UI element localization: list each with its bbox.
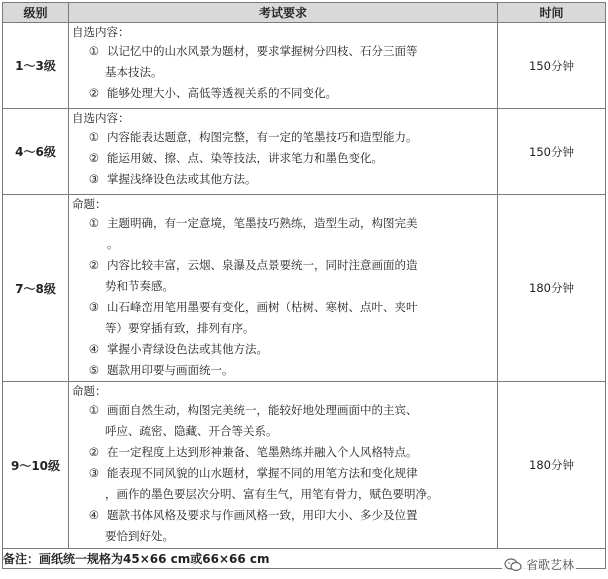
item-text: 内容比较丰富，云烟、泉瀑及点景要统一，同时注意画面的造	[107, 258, 418, 272]
list-item	[69, 255, 497, 276]
requirements-cell	[69, 382, 498, 549]
item-text: 画面自然生动，构图完美统一，能较好地处理画面中的主宾、	[107, 403, 418, 417]
item-text: 山石峰峦用笔用墨要有变化，画树（枯树、寒树、点叶、夹叶	[107, 300, 418, 314]
item-text: 以记忆中的山水风景为题材，要求掌握树分四枝、石分三面等	[107, 44, 418, 58]
list-item	[69, 442, 497, 463]
requirement-intro: 命题：	[72, 197, 107, 211]
item-text: 内容能表达题意，构图完整，有一定的笔墨技巧和造型能力。	[107, 130, 418, 144]
time-cell: 150分钟	[498, 109, 606, 195]
item-text: 掌握小青绿设色法或其他方法。	[107, 342, 268, 356]
item-text: 题款用印要与画面统一。	[107, 363, 234, 377]
item-number: ①	[88, 130, 99, 144]
item-text-continued: ，画作的墨色要层次分明、富有生气，用笔有骨力，赋色要明净。	[105, 487, 439, 501]
table-header-row	[3, 3, 606, 23]
requirements-cell	[69, 195, 498, 382]
list-item	[69, 83, 497, 104]
watermark-text: 省歌艺林	[525, 558, 574, 572]
note-cell: 备注：画纸统一规格为45×66 cm或66×66 cm	[3, 549, 606, 569]
item-number: ②	[88, 445, 99, 459]
item-number: ⑤	[88, 363, 99, 377]
item-number: ①	[88, 44, 99, 58]
item-number: ①	[88, 216, 99, 230]
requirements-cell	[69, 109, 498, 195]
item-text: 掌握浅绛设色法或其他方法。	[107, 172, 257, 186]
time-cell: 180分钟	[498, 195, 606, 382]
item-text-continued: 要恰到好处。	[105, 529, 174, 543]
item-number: ②	[88, 258, 99, 272]
item-text-continued: 等）要穿插有致，排列有序。	[105, 321, 255, 335]
item-text-continued: 势和节奏感。	[105, 279, 174, 293]
list-item	[69, 360, 497, 381]
list-item	[69, 505, 497, 526]
level-cell: 9～10级	[3, 382, 69, 549]
level-cell: 7～8级	[3, 195, 69, 382]
item-text: 在一定程度上达到形神兼备、笔墨熟练并融入个人风格特点。	[107, 445, 418, 459]
item-number: ③	[88, 466, 99, 480]
item-number: ③	[88, 300, 99, 314]
item-number: ②	[88, 151, 99, 165]
item-number: ③	[88, 172, 99, 186]
list-item	[69, 127, 497, 148]
watermark	[502, 556, 576, 573]
list-item	[69, 463, 497, 484]
list-item	[69, 400, 497, 421]
list-item	[69, 339, 497, 360]
table-row	[3, 195, 606, 382]
list-item	[69, 41, 497, 62]
header-time: 时间	[498, 3, 606, 23]
requirements-cell	[69, 23, 498, 109]
list-item	[69, 213, 497, 234]
exam-requirements-table	[2, 2, 606, 569]
item-text-continued: 呼应、疏密、隐藏、开合等关系。	[105, 424, 278, 438]
item-text: 题款书体风格及要求与作画风格一致，用印大小、多少及位置	[107, 508, 418, 522]
list-item	[69, 169, 497, 190]
wechat-icon	[504, 558, 522, 572]
item-text-continued: 基本技法。	[105, 65, 163, 79]
header-requirements: 考试要求	[69, 3, 498, 23]
requirement-intro: 自选内容：	[72, 111, 130, 125]
table-row	[3, 382, 606, 549]
item-text: 能够处理大小、高低等透视关系的不同变化。	[107, 86, 337, 100]
requirement-intro: 自选内容：	[72, 25, 130, 39]
list-item	[69, 297, 497, 318]
item-number: ②	[88, 86, 99, 100]
header-level: 级别	[3, 3, 69, 23]
level-cell: 4～6级	[3, 109, 69, 195]
time-cell: 150分钟	[498, 23, 606, 109]
list-item	[69, 148, 497, 169]
table-row	[3, 109, 606, 195]
time-cell: 180分钟	[498, 382, 606, 549]
item-text: 主题明确，有一定意境，笔墨技巧熟练，造型生动，构图完美	[107, 216, 418, 230]
item-number: ④	[88, 342, 99, 356]
level-cell: 1～3级	[3, 23, 69, 109]
item-number: ①	[88, 403, 99, 417]
item-text: 能表现不同风貌的山水题材，掌握不同的用笔方法和变化规律	[107, 466, 418, 480]
item-text-continued: 。	[107, 237, 119, 251]
requirement-intro: 命题：	[72, 384, 107, 398]
table-row	[3, 23, 606, 109]
item-number: ④	[88, 508, 99, 522]
item-text: 能运用皴、擦、点、染等技法，讲求笔力和墨色变化。	[107, 151, 383, 165]
